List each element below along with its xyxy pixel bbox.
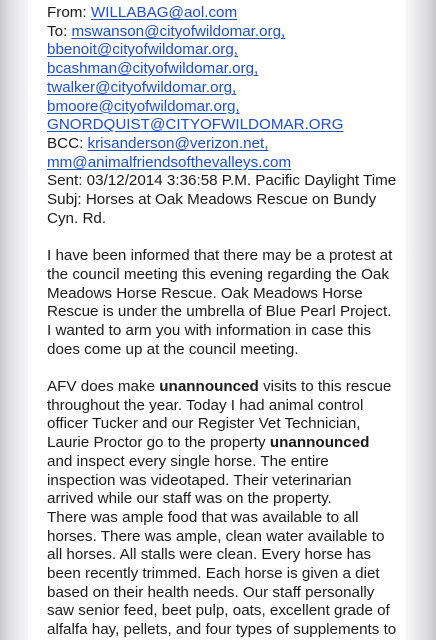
body-text-line: Laurie Proctor go to the property unannounced	[47, 434, 370, 452]
to-recipient-line	[47, 79, 402, 98]
bcc-label: BCC:	[47, 134, 84, 152]
to-recipient-line	[47, 60, 402, 79]
to-recipient-link[interactable]: twalker@cityofwildomar.org,	[47, 78, 237, 96]
email-header	[47, 4, 402, 228]
body-text-line: saw senior feed, beet pulp, oats, excellent grade of	[47, 602, 390, 620]
to-recipient-line	[47, 41, 402, 60]
body-text-line: I wanted to arm you with information in case this	[47, 321, 372, 339]
body-text-line: based on their health needs. Our staff personally	[47, 583, 375, 601]
body-text-line: throughout the year. Today I had animal control	[47, 396, 364, 414]
to-line	[47, 23, 402, 42]
to-recipient-line	[47, 98, 402, 117]
paragraph-gap	[47, 228, 402, 247]
left-screen-edge	[0, 0, 28, 640]
to-recipient-line	[47, 116, 402, 135]
from-email-link[interactable]: WILLABAG@aol.com	[90, 4, 238, 21]
bcc-recipient-link[interactable]: mm@animalfriendsofthevalleys.com	[47, 153, 292, 171]
email-message	[47, 4, 402, 640]
body-text-line: arrived while our staff was on the property.	[47, 490, 332, 508]
from-label: From:	[47, 4, 87, 21]
body-text-line: and inspect every single horse. The entire	[47, 452, 329, 470]
body-text-line: horses. There was ample, clean water available to	[47, 527, 385, 545]
body-text-line: inspection was videotaped. Their veterinarian	[47, 471, 352, 489]
bcc-line	[47, 135, 402, 154]
to-recipient-link[interactable]: bmoore@cityofwildomar.org,	[47, 97, 240, 115]
to-recipient-link[interactable]: bbenoit@cityofwildomar.org,	[47, 41, 239, 59]
emphasis-unannounced: unannounced	[269, 434, 370, 452]
body-text-line: all horses. All stalls were clean. Every horse has	[47, 546, 372, 564]
bcc-recipient-line	[47, 154, 402, 173]
body-text-line: There was ample food that was available to all	[47, 508, 359, 526]
body-text-line: Rescue is under the umbrella of Blue Pearl Project.	[47, 303, 392, 321]
body-text-line: does come up at the council meeting.	[47, 340, 299, 358]
paragraph-gap	[47, 359, 402, 378]
body-text-line: I have been informed that there may be a protest at	[47, 247, 393, 265]
right-screen-edge	[406, 0, 436, 640]
to-recipient-link[interactable]: GNORDQUIST@CITYOFWILDOMAR.ORG	[47, 116, 344, 134]
emphasis-unannounced: unannounced	[159, 378, 259, 396]
body-text-line: alfalfa hay, pellets, and four types of supplements to	[47, 621, 397, 639]
to-recipient-link[interactable]: mswanson@cityofwildomar.org,	[71, 22, 286, 40]
to-label: To:	[47, 22, 68, 40]
body-text-line: Meadows Horse Rescue. Oak Meadows Horse	[47, 284, 363, 302]
subject-line: Cyn. Rd.	[47, 209, 107, 227]
body-text-line: been recently trimmed. Each horse is given a diet	[47, 565, 380, 583]
to-recipient-link[interactable]: bcashman@cityofwildomar.org,	[47, 60, 259, 78]
body-paragraph-1	[47, 247, 402, 359]
body-text-line: officer Tucker and our Register Vet Technician,	[47, 415, 361, 433]
bcc-recipient-link[interactable]: krisanderson@verizon.net,	[87, 134, 269, 152]
body-text-line: AFV does make unannounced visits to this rescue	[47, 378, 392, 396]
sent-line: Sent: 03/12/2014 3:36:58 P.M. Pacific Daylight Time	[47, 172, 397, 190]
subject-line: Subj: Horses at Oak Meadows Rescue on Bundy	[47, 191, 377, 209]
body-text-line: the council meeting this evening regarding the Oak	[47, 265, 389, 283]
body-paragraph-2	[47, 378, 402, 640]
from-line	[47, 4, 402, 23]
